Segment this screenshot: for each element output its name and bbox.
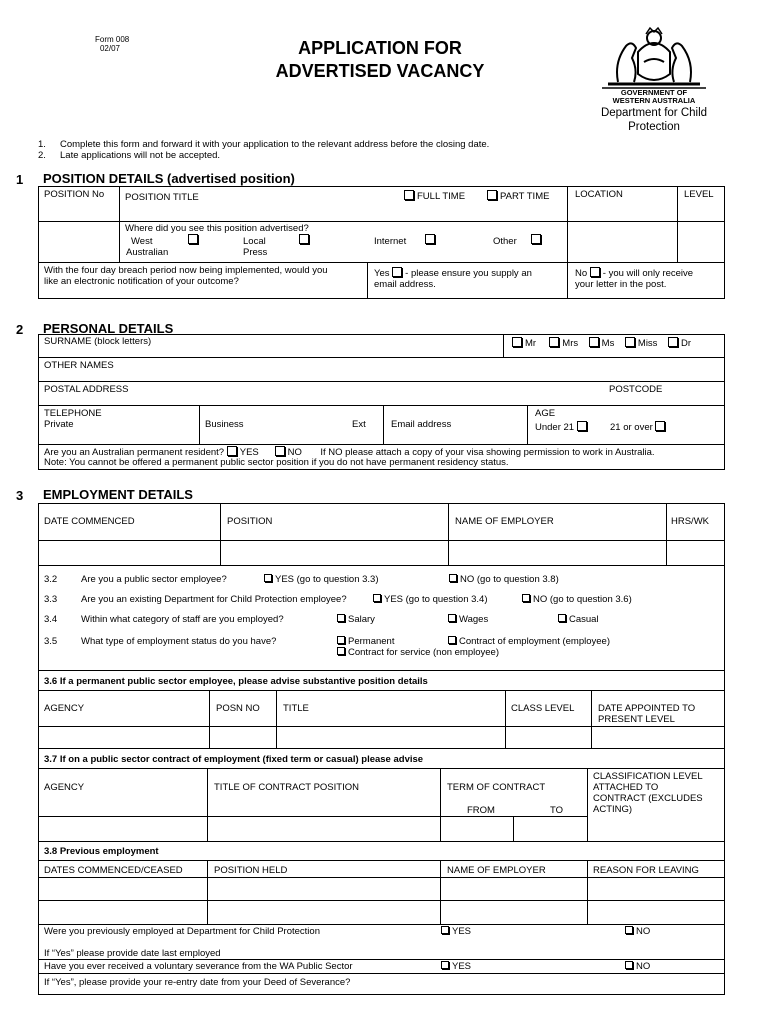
to-label: TO: [550, 805, 564, 816]
wages-label: Wages: [459, 614, 489, 625]
title-dr-option[interactable]: [668, 338, 691, 349]
other-names-label: OTHER NAMES: [44, 360, 114, 371]
section-3-number: 3: [16, 488, 24, 503]
press-label: Press: [243, 247, 268, 258]
casual-option[interactable]: [558, 614, 599, 625]
part-time-label: PART TIME: [500, 191, 550, 202]
notify-yes-option[interactable]: [374, 267, 532, 290]
over-21-label: 21 or over: [610, 422, 653, 433]
title-options: [512, 337, 691, 349]
q32-text: Are you a public sector employee?: [81, 574, 227, 585]
q35-text: What type of employment status do you have?: [81, 636, 277, 647]
under-21-checkbox[interactable]: [577, 421, 587, 431]
gov-line-2: WESTERN AUSTRALIA: [612, 96, 696, 105]
reason-for-leaving-label: REASON FOR LEAVING: [593, 865, 699, 876]
contract-employee-label: Contract of employment (employee): [459, 636, 611, 647]
notify-yes-text-2: email address.: [374, 279, 436, 290]
permanent-checkbox[interactable]: [337, 636, 345, 644]
q33-no-option[interactable]: [522, 594, 632, 605]
government-logo-text: [588, 89, 720, 105]
title-line-2: ADVERTISED VACANCY: [275, 61, 485, 81]
q32-no-checkbox[interactable]: [449, 574, 457, 582]
term-of-contract-label: TERM OF CONTRACT: [447, 782, 546, 793]
permanent-label: Permanent: [348, 636, 395, 647]
age-label: AGE: [535, 408, 556, 419]
west-australian-checkbox[interactable]: [188, 234, 198, 244]
instruction-num: 2.: [38, 150, 46, 161]
ms-checkbox[interactable]: [589, 337, 599, 347]
crest-icon: [598, 24, 710, 90]
classification-label: [593, 771, 703, 815]
notify-no-text: - you will only receive: [602, 268, 694, 279]
contract-employee-option[interactable]: [448, 636, 610, 647]
wages-checkbox[interactable]: [448, 614, 456, 622]
notify-no-label: No: [575, 268, 588, 279]
notify-yes-label: Yes: [374, 268, 390, 279]
q33-yes-label: YES (go to question 3.4): [384, 594, 488, 605]
q38-heading: 3.8 Previous employment: [44, 846, 159, 857]
class-level-label: CLASS LEVEL: [511, 703, 575, 714]
form-code-number: Form 008: [95, 35, 130, 44]
sev-no-label: NO: [636, 961, 651, 972]
employer-label: NAME OF EMPLOYER: [455, 516, 554, 527]
title-contract-label: TITLE OF CONTRACT POSITION: [214, 782, 359, 793]
instruction-text: Late applications will not be accepted.: [60, 150, 221, 161]
under-21-label: Under 21: [535, 422, 575, 433]
q33-no-label: NO (go to question 3.6): [533, 594, 632, 605]
mrs-checkbox[interactable]: [549, 337, 559, 347]
resident-no-checkbox[interactable]: [275, 446, 285, 456]
q32-no-label: NO (go to question 3.8): [460, 574, 559, 585]
prev-employer-label: NAME OF EMPLOYER: [447, 865, 546, 876]
q33-no-checkbox[interactable]: [522, 594, 530, 602]
australian-label: Australian: [126, 247, 169, 258]
residency-note: Note: You cannot be offered a permanent public sector position if you do not have permanent residency status.: [44, 457, 509, 468]
contract-agency-label: AGENCY: [44, 782, 85, 793]
section-2-heading: PERSONAL DETAILS: [43, 321, 174, 336]
classification-line-1: CLASSIFICATION LEVEL: [593, 771, 703, 782]
date-appointed-label: [598, 703, 695, 725]
casual-checkbox[interactable]: [558, 614, 566, 622]
location-label: LOCATION: [575, 189, 623, 200]
position-title-label: POSITION TITLE: [125, 192, 199, 203]
q34-number: 3.4: [44, 614, 58, 625]
postcode-label: POSTCODE: [609, 384, 663, 395]
notify-yes-text: - please ensure you supply an: [405, 268, 532, 279]
posn-no-label: POSN NO: [216, 703, 260, 714]
private-phone-label: Private: [44, 419, 74, 430]
permanent-option[interactable]: [337, 636, 394, 647]
prev-no-checkbox[interactable]: [625, 926, 633, 934]
title-mrs-option[interactable]: [549, 338, 578, 349]
contract-service-option[interactable]: [337, 647, 499, 658]
internet-label: Internet: [374, 236, 407, 247]
mrs-label: Mrs: [562, 338, 579, 349]
full-time-option[interactable]: [404, 190, 465, 202]
telephone-label-block: [44, 408, 102, 430]
salary-label: Salary: [348, 614, 375, 625]
notify-line-2: like an electronic notification of your outcome?: [44, 276, 239, 287]
local-press-checkbox[interactable]: [299, 234, 309, 244]
classification-line-2: ATTACHED TO: [593, 782, 659, 793]
dr-checkbox[interactable]: [668, 337, 678, 347]
page-title: [230, 37, 530, 83]
full-time-label: FULL TIME: [417, 191, 466, 202]
department-name: [588, 106, 720, 134]
ext-label: Ext: [352, 419, 366, 430]
section-3-heading: EMPLOYMENT DETAILS: [43, 487, 193, 502]
q37-heading: 3.7 If on a public sector contract of employment (fixed term or casual) please advise: [44, 754, 424, 765]
q33-yes-option[interactable]: [373, 594, 488, 605]
notify-no-option[interactable]: [575, 267, 693, 290]
other-label: Other: [493, 236, 517, 247]
hrs-wk-label: HRS/WK: [671, 516, 709, 527]
visa-note: If NO please attach a copy of your visa showing permission to work in Australia.: [320, 447, 655, 458]
dr-label: Dr: [681, 338, 692, 349]
title-label: TITLE: [283, 703, 309, 714]
section-2-number: 2: [16, 322, 24, 337]
title-ms-option[interactable]: [589, 338, 615, 349]
level-label: LEVEL: [684, 189, 714, 200]
resident-yes-checkbox[interactable]: [227, 446, 237, 456]
notify-line-1: With the four day breach period now being implemented, would you: [44, 265, 328, 276]
q32-number: 3.2: [44, 574, 58, 585]
contract-service-checkbox[interactable]: [337, 647, 345, 655]
instruction-num: 1.: [38, 139, 46, 150]
prev-yes-label: YES: [452, 926, 472, 937]
title-line-1: APPLICATION FOR: [298, 38, 462, 58]
position-no-label: POSITION No: [44, 189, 105, 200]
casual-label: Casual: [569, 614, 599, 625]
wages-option[interactable]: [448, 614, 488, 625]
instructions: [38, 139, 489, 161]
instruction-1: [38, 139, 489, 150]
classification-line-3: CONTRACT (EXCLUDES: [593, 793, 703, 804]
under-21-option[interactable]: [535, 421, 590, 433]
west-label: West: [131, 236, 153, 247]
gov-line-1: GOVERNMENT OF: [620, 88, 688, 97]
form-code: [95, 35, 130, 53]
q33-yes-checkbox[interactable]: [373, 594, 381, 602]
other-checkbox[interactable]: [531, 234, 541, 244]
q33-number: 3.3: [44, 594, 58, 605]
over-21-option[interactable]: [610, 421, 668, 433]
mr-checkbox[interactable]: [512, 337, 522, 347]
notify-no-checkbox[interactable]: [590, 267, 600, 277]
q33-text: Are you an existing Department for Child Protection employee?: [81, 594, 347, 605]
position-label: POSITION: [227, 516, 273, 527]
date-appointed-line-1: DATE APPOINTED TO: [598, 703, 696, 714]
salary-option[interactable]: [337, 614, 375, 625]
prev-no-option[interactable]: [625, 926, 650, 937]
dept-line-1: Department for Child: [600, 107, 708, 119]
sev-no-checkbox[interactable]: [625, 961, 633, 969]
form-code-date: 02/07: [99, 44, 121, 53]
ms-label: Ms: [601, 338, 615, 349]
q32-yes-checkbox[interactable]: [264, 574, 272, 582]
position-held-label: POSITION HELD: [214, 865, 288, 876]
west-australian-option[interactable]: [126, 236, 169, 258]
section-1-number: 1: [16, 172, 24, 187]
internet-checkbox[interactable]: [425, 234, 435, 244]
dates-commenced-ceased-label: DATES COMMENCED/CEASED: [44, 865, 183, 876]
part-time-checkbox[interactable]: [487, 190, 497, 200]
sev-yes-option[interactable]: [441, 961, 471, 972]
q34-text: Within what category of staff are you employed?: [81, 614, 284, 625]
salary-checkbox[interactable]: [337, 614, 345, 622]
miss-label: Miss: [637, 338, 658, 349]
part-time-option[interactable]: [487, 190, 549, 202]
local-label: Local: [243, 236, 266, 247]
q36-heading: 3.6 If a permanent public sector employee, please advise substantive position details: [44, 676, 428, 687]
section-1-heading: POSITION DETAILS (advertised position): [43, 171, 295, 186]
telephone-label: TELEPHONE: [44, 408, 102, 419]
q35-number: 3.5: [44, 636, 58, 647]
notify-no-text-2: your letter in the post.: [575, 279, 667, 290]
mr-label: Mr: [525, 338, 537, 349]
sev-yes-label: YES: [452, 961, 472, 972]
local-press-option[interactable]: [243, 236, 267, 258]
surname-label: SURNAME (block letters): [44, 336, 152, 347]
severance-question: Have you ever received a voluntary severance from the WA Public Sector: [44, 961, 353, 972]
dept-line-2: Protection: [628, 121, 680, 133]
prev-no-label: NO: [636, 926, 651, 937]
email-label: Email address: [391, 419, 452, 430]
title-mr-option[interactable]: [512, 338, 536, 349]
business-phone-label: Business: [205, 419, 244, 430]
notify-yes-checkbox[interactable]: [392, 267, 402, 277]
agency-label: AGENCY: [44, 703, 85, 714]
date-commenced-label: DATE COMMENCED: [44, 516, 135, 527]
instruction-text: Complete this form and forward it with your application to the relevant address before the closing date.: [60, 139, 490, 150]
where-advertised-question: Where did you see this position advertised?: [125, 223, 309, 234]
sev-no-option[interactable]: [625, 961, 650, 972]
prev-yes-checkbox[interactable]: [441, 926, 449, 934]
full-time-checkbox[interactable]: [404, 190, 414, 200]
reentry-date-prompt: If “Yes”, please provide your re-entry date from your Deed of Severance?: [44, 977, 351, 988]
postal-address-label: POSTAL ADDRESS: [44, 384, 129, 395]
date-appointed-line-2: PRESENT LEVEL: [598, 714, 675, 725]
q32-no-option[interactable]: [449, 574, 559, 585]
previously-employed-question: Were you previously employed at Department for Child Protection: [44, 926, 320, 937]
contract-service-label: Contract for service (non employee): [348, 647, 500, 658]
notification-question: [44, 265, 328, 287]
resident-no-label: NO: [287, 447, 302, 458]
q32-yes-label: YES (go to question 3.3): [275, 574, 379, 585]
title-miss-option[interactable]: [625, 338, 658, 349]
prev-date-prompt: If “Yes” please provide date last employed: [44, 948, 221, 959]
resident-yes-label: YES: [239, 447, 259, 458]
resident-question-text: Are you an Australian permanent resident?: [44, 447, 225, 458]
prev-yes-option[interactable]: [441, 926, 471, 937]
q32-yes-option[interactable]: [264, 574, 379, 585]
classification-line-4: ACTING): [593, 804, 633, 815]
contract-employee-checkbox[interactable]: [448, 636, 456, 644]
sev-yes-checkbox[interactable]: [441, 961, 449, 969]
miss-checkbox[interactable]: [625, 337, 635, 347]
instruction-2: [38, 150, 489, 161]
over-21-checkbox[interactable]: [655, 421, 665, 431]
from-label: FROM: [467, 805, 495, 816]
